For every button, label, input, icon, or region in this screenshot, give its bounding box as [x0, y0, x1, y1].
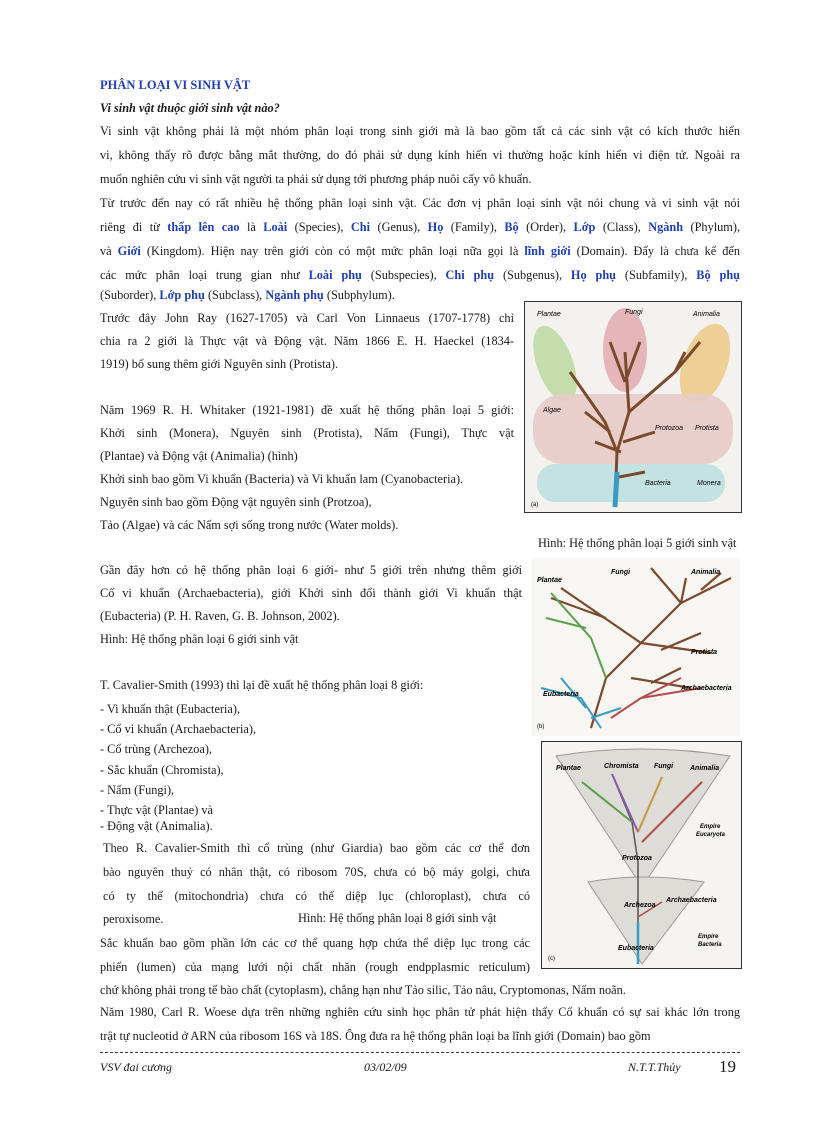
fig6-label-protista: Protista	[691, 649, 718, 656]
p3-line-3: 1919) bổ sung thêm giới Nguyên sinh (Protista).	[100, 357, 339, 371]
p2-line-2: riêng đi từ thấp lên cao là Loài (Species), Chi (Genus), Họ (Family), Bộ (Order), Lớp (Class), Ngành (Phylum),	[100, 220, 741, 234]
section-subtitle: Vi sinh vật thuộc giới sinh vật nào?	[100, 101, 280, 115]
p4-line-6: Tảo (Algae) và các Nấm sợi sống trong nước (Water molds).	[100, 518, 399, 532]
p4-line-1: Năm 1969 R. H. Whitaker (1921-1981) đề xuất hệ thống phân loại 5 giới:	[100, 403, 514, 417]
fig8-label-eubacteria: Eubacteria	[618, 945, 654, 952]
p7-line-4: peroxisome.	[103, 912, 164, 926]
page-number: 19	[719, 1057, 736, 1076]
fig8-label-empire-bacteria-2: Bacteria	[698, 942, 722, 948]
fig5-label-protista: Protista	[695, 425, 719, 432]
p8-line-3: chứ không phải trong tế bào chất (cytoplasm), chẳng hạn như Tảo silic, Tảo nâu, Cryptomonas, Nấm noãn.	[100, 983, 626, 997]
p2-line-1: Từ trước đến nay có rất nhiều hệ thống phân loại sinh vật. Các đơn vị phân loại sinh vật nói chung và vi sinh vật nói	[100, 196, 740, 210]
list-item: - Động vật (Animalia).	[100, 819, 213, 833]
fig5-label-protozoa: Protozoa	[655, 425, 684, 432]
list-item: - Vi khuẩn thật (Eubacteria),	[100, 702, 241, 716]
p3-line-2: chia ra 2 giới là Thực vật và Động vật. Năm 1866 E. H. Haeckel (1834-	[100, 334, 514, 348]
fig8-label-plantae: Plantae	[556, 765, 581, 772]
list-item: - Thực vật (Plantae) và	[100, 803, 213, 817]
p4-line-2: Khởi sinh (Monera), Nguyên sinh (Protista), Nấm (Fungi), Thực vật	[100, 426, 514, 440]
list-item: - Cổ vi khuẩn (Archaebacteria),	[100, 722, 257, 736]
p4-line-5: Nguyên sinh bao gồm Động vật nguyên sinh (Protzoa),	[100, 495, 372, 509]
fig8-label-empire-eucaryota-1: Empire	[700, 824, 721, 830]
fig6-label-plantae: Plantae	[537, 577, 562, 584]
p5-line-1: Gần đây hơn có hệ thống phân loại 6 giới- như 5 giới trên nhưng thêm giới	[100, 563, 522, 577]
fig8-label-archezoa: Archezoa	[624, 902, 656, 909]
fig5-label-fungi: Fungi	[625, 309, 643, 316]
list-item: - Cổ trùng (Archezoa),	[100, 742, 212, 756]
p7-line-3: có ty thể (mitochondria) chưa có thể diệp lục (chloroplast), chưa có	[103, 889, 530, 903]
p6-line: T. Cavalier-Smith (1993) thì lại đề xuất hệ thống phân loại 8 giới:	[100, 678, 424, 692]
p2-line-3: và Giới (Kingdom). Hiện nay trên giới còn có một mức phân loại nữa gọi là lĩnh giới (Domain). Đấy là chưa kể đến	[100, 244, 740, 258]
fig6-label-fungi: Fungi	[611, 569, 631, 576]
footer-author: N.T.T.Thủy	[628, 1060, 681, 1074]
fig5-label-monera: Monera	[697, 480, 721, 487]
fig6-label-animalia: Animalia	[691, 569, 721, 576]
list-item: - Nấm (Fungi),	[100, 783, 175, 797]
fig5-label-algae: Algae	[543, 407, 561, 414]
p5-line-3: (Eubacteria) (P. H. Raven, G. B. Johnson, 2002).	[100, 609, 340, 623]
p5-line-2: Cổ vi khuẩn (Archaebacteria), giới Khởi sinh đổi thành giới Vi khuẩn thật	[100, 586, 522, 600]
p9-line-2: trật tự nucleotid ở ARN của ribosom 16S và 18S. Ông đưa ra hệ thống phân loại ba lĩnh giới (Domain) bao gồm	[100, 1029, 651, 1043]
figure-five-kingdoms	[524, 301, 742, 513]
fig8-label-fungi: Fungi	[654, 763, 674, 770]
fig5-mark: (a)	[531, 502, 539, 508]
p2-line-4: các mức phân loại trung gian như Loài phụ (Subspecies), Chi phụ (Subgenus), Họ phụ (Subfamily), Bộ phụ	[100, 268, 741, 282]
fig6-label-archaebacteria: Archaebacteria	[681, 685, 732, 692]
figure-eight-kingdoms	[541, 741, 742, 969]
footer-date: 03/02/09	[364, 1060, 407, 1074]
p1-line-2: vi, không thấy rõ được bằng mắt thường, do đó phải sử dụng kính hiển vi thường hoặc kính hiển vi điện tử. Ngoài ra	[100, 148, 740, 162]
fig6-label-eubacteria: Eubacteria	[543, 691, 579, 698]
figure-five-caption: Hình: Hệ thống phân loại 5 giới sinh vật	[538, 536, 737, 550]
figure-six-kingdoms	[531, 558, 740, 736]
figure-eight-caption: Hình: Hệ thống phân loại 8 giới sinh vật	[298, 911, 497, 925]
p4-line-4: Khởi sinh bao gồm Vi khuẩn (Bacteria) và Vi khuẩn lam (Cyanobacteria).	[100, 472, 464, 486]
eight-kingdoms-diagram	[542, 742, 741, 968]
fig8-label-protozoa: Protozoa	[622, 855, 652, 862]
p5-line-4: Hình: Hệ thống phân loại 6 giới sinh vật	[100, 632, 299, 646]
page-title: PHÂN LOẠI VI SINH VẬT	[100, 78, 251, 92]
p3-line-1: Trước đây John Ray (1627-1705) và Carl Von Linnaeus (1707-1778) chỉ	[100, 311, 514, 325]
p4-line-3: (Plantae) và Động vật (Animalia) (hình)	[100, 449, 298, 463]
p7-line-1: Theo R. Cavalier-Smith thì cổ trùng (như Giardia) bao gồm các cơ thể đơn	[103, 841, 530, 855]
fig8-label-chromista: Chromista	[604, 763, 639, 770]
p8-line-1: Sắc khuẩn bao gồm phần lớn các cơ thể quang hợp chứa thể diệp lục trong các	[100, 936, 530, 950]
p8-line-2: phiến (lumen) của mạng lưới nội chất nhăn (rough endpplasmic reticulum)	[100, 960, 530, 974]
fig8-label-empire-bacteria-1: Empire	[698, 934, 719, 940]
p1-line-1: Vi sinh vật không phải là một nhóm phân loại trong sinh giới mà là bao gồm tất cả các sinh vật có kích thước hiển	[100, 124, 740, 138]
fig8-label-archaebacteria: Archaebacteria	[666, 897, 717, 904]
fig8-label-empire-eucaryota-2: Eucaryota	[696, 832, 726, 838]
list-item: - Sắc khuẩn (Chromista),	[100, 763, 224, 777]
footer-course: VSV đai cương	[100, 1060, 173, 1074]
p9-line-1: Năm 1980, Carl R. Woese dựa trên những nghiên cứu sinh học phân tử phát hiện thấy Cổ khuẩn có sự sai khác lớn trong	[100, 1005, 740, 1019]
p1-line-3: muốn nghiên cứu vi sinh vật người ta phải sử dụng tới phương pháp nuôi cấy vô khuẩn.	[100, 172, 532, 186]
five-kingdoms-diagram	[525, 302, 741, 512]
fig5-label-bacteria: Bacteria	[645, 480, 671, 487]
p2-line-5: (Suborder), Lớp phụ (Subclass), Ngành phụ (Subphylum).	[100, 288, 395, 302]
fig6-mark: (b)	[537, 724, 545, 730]
footer-divider	[100, 1052, 740, 1053]
p7-line-2: bào nguyên thuỷ có nhân thật, có ribosom 70S, chưa có bộ máy golgi, chưa	[103, 865, 530, 879]
fig5-label-animalia: Animalia	[693, 311, 720, 318]
fig8-label-animalia: Animalia	[690, 765, 720, 772]
fig8-mark: (c)	[548, 956, 555, 962]
fig5-label-plantae: Plantae	[537, 311, 561, 318]
six-kingdoms-diagram	[531, 558, 740, 736]
